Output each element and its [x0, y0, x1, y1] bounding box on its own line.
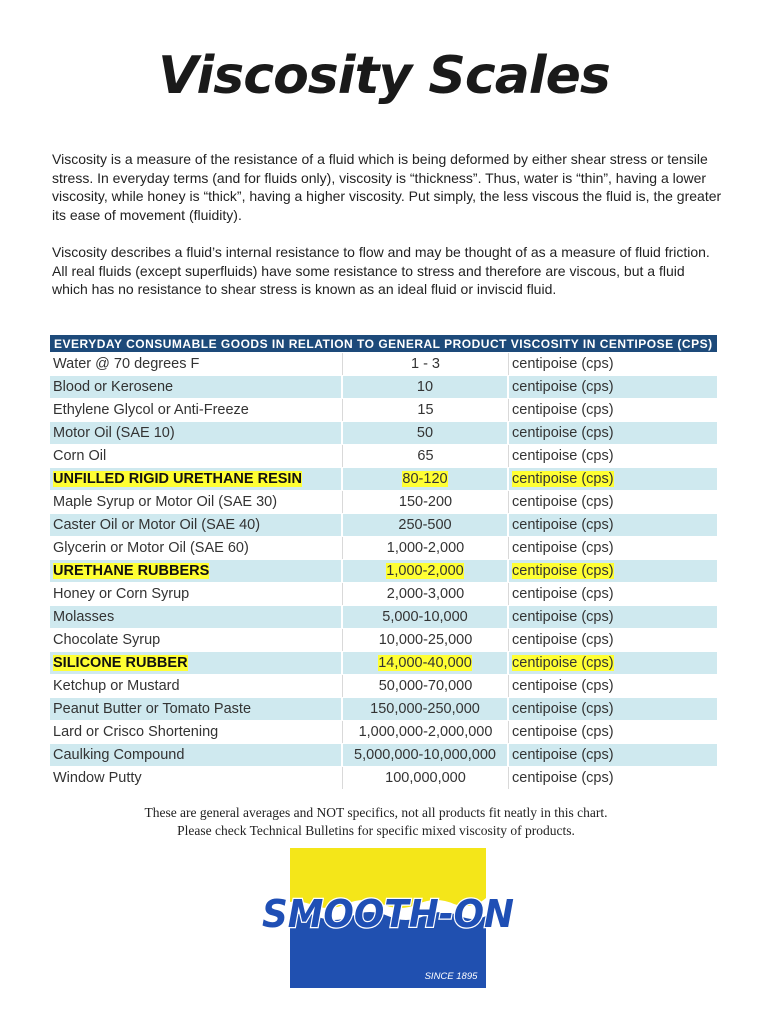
product-name-cell: [50, 376, 343, 398]
table-header: EVERYDAY CONSUMABLE GOODS IN RELATION TO GENERAL PRODUCT VISCOSITY IN CENTIPOSE (CPS): [50, 335, 717, 352]
table-row: [50, 422, 717, 444]
product-name-cell: [50, 744, 343, 766]
name-text: Corn Oil: [53, 448, 107, 464]
viscosity-value-cell: [343, 629, 509, 651]
logo-since-text: SINCE 1895: [424, 971, 478, 982]
name-text: Glycerin or Motor Oil (SAE 60): [53, 540, 249, 556]
value-text: 15: [417, 402, 434, 418]
unit-text: centipoise (cps): [512, 770, 614, 786]
highlighted-value: 80-120: [402, 471, 448, 487]
highlighted-unit: centipoise (cps): [512, 563, 614, 579]
name-text: Molasses: [53, 609, 115, 625]
highlighted-value: 1,000-2,000: [386, 563, 464, 579]
viscosity-value-cell: [343, 399, 509, 421]
viscosity-value-cell: [343, 537, 509, 559]
footnote-line-1: These are general averages and NOT specifics, not all products fit neatly in this chart.: [144, 805, 608, 820]
highlighted-name: URETHANE RUBBERS: [53, 563, 210, 579]
unit-text: centipoise (cps): [512, 747, 614, 763]
name-text: Water @ 70 degrees F: [53, 356, 200, 372]
unit-text: centipoise (cps): [512, 356, 614, 372]
product-name-cell: [50, 606, 343, 628]
name-text: Honey or Corn Syrup: [53, 586, 190, 602]
table-row: [50, 560, 717, 582]
table-row: [50, 767, 717, 789]
viscosity-value-cell: [343, 422, 509, 444]
name-text: Chocolate Syrup: [53, 632, 161, 648]
viscosity-unit-cell: [509, 514, 717, 536]
viscosity-value-cell: [343, 583, 509, 605]
value-text: 10: [416, 379, 434, 395]
table-row: [50, 606, 717, 628]
highlighted-unit: centipoise (cps): [512, 471, 614, 487]
product-name-cell: [50, 491, 343, 513]
unit-text: centipoise (cps): [512, 425, 614, 441]
footnote-line-2: Please check Technical Bulletins for specific mixed viscosity of products.: [177, 823, 575, 838]
viscosity-unit-cell: [509, 629, 717, 651]
viscosity-value-cell: [343, 491, 509, 513]
page-title: Viscosity Scales: [158, 46, 610, 106]
product-name-cell: [50, 399, 343, 421]
viscosity-value-cell: [343, 744, 509, 766]
product-name-cell: [50, 629, 343, 651]
viscosity-unit-cell: [509, 744, 717, 766]
viscosity-value-cell: [343, 514, 509, 536]
viscosity-unit-cell: [509, 560, 717, 582]
viscosity-unit-cell: [509, 606, 717, 628]
unit-text: centipoise (cps): [512, 402, 614, 418]
value-text: 10,000-25,000: [378, 632, 473, 648]
value-text: 50,000-70,000: [378, 678, 473, 694]
value-text: 1,000,000-2,000,000: [358, 724, 493, 740]
product-name-cell: [50, 767, 343, 789]
product-name-cell: [50, 445, 343, 467]
value-text: 1,000-2,000: [386, 540, 465, 556]
table-row: [50, 399, 717, 421]
table-row: [50, 698, 717, 720]
unit-text: centipoise (cps): [512, 379, 614, 395]
viscosity-table: [50, 334, 717, 790]
product-name-cell: [50, 537, 343, 559]
unit-text: centipoise (cps): [512, 448, 614, 464]
product-name-cell: [50, 468, 343, 490]
product-name-cell: [50, 675, 343, 697]
value-text: 5,000,000-10,000,000: [354, 747, 496, 763]
viscosity-unit-cell: [509, 767, 717, 789]
table-row: [50, 721, 717, 743]
viscosity-unit-cell: [509, 698, 717, 720]
product-name-cell: [50, 514, 343, 536]
viscosity-value-cell: [343, 767, 509, 789]
viscosity-unit-cell: [509, 675, 717, 697]
name-text: Window Putty: [53, 770, 142, 786]
unit-text: centipoise (cps): [512, 724, 614, 740]
unit-text: centipoise (cps): [512, 494, 614, 510]
unit-text: centipoise (cps): [512, 609, 614, 625]
value-text: 65: [417, 448, 434, 464]
viscosity-value-cell: [343, 560, 509, 582]
value-text: 50: [416, 425, 434, 441]
product-name-cell: [50, 698, 343, 720]
viscosity-value-cell: [343, 606, 509, 628]
table-row: [50, 675, 717, 697]
unit-text: centipoise (cps): [512, 517, 614, 533]
viscosity-unit-cell: [509, 652, 717, 674]
viscosity-value-cell: [343, 376, 509, 398]
table-header-row: [50, 335, 717, 352]
name-text: Lard or Crisco Shortening: [53, 724, 219, 740]
value-text: 2,000-3,000: [386, 586, 465, 602]
value-text: 100,000,000: [385, 770, 466, 786]
name-text: Peanut Butter or Tomato Paste: [53, 701, 252, 717]
table-row: [50, 376, 717, 398]
highlighted-unit: centipoise (cps): [512, 655, 614, 671]
name-text: Caulking Compound: [53, 747, 185, 763]
viscosity-value-cell: [343, 675, 509, 697]
intro-paragraph-2: Viscosity describes a fluid’s internal resistance to flow and may be thought of as a measure of fluid friction. All real fluids (except superfluids) have some resistance to stress and therefore are viscous, but a fluid which has no resistance to shear stress is known as an ideal fluid or inviscid fluid.: [52, 244, 710, 297]
viscosity-unit-cell: [509, 537, 717, 559]
product-name-cell: [50, 422, 343, 444]
highlighted-name: SILICONE RUBBER: [53, 655, 188, 671]
viscosity-unit-cell: [509, 422, 717, 444]
value-text: 150-200: [398, 494, 453, 510]
viscosity-unit-cell: [509, 491, 717, 513]
unit-text: centipoise (cps): [512, 540, 614, 556]
viscosity-value-cell: [343, 652, 509, 674]
table-row: [50, 537, 717, 559]
table-row: [50, 744, 717, 766]
value-text: 1 - 3: [410, 356, 440, 372]
name-text: Ethylene Glycol or Anti-Freeze: [53, 402, 249, 418]
table-row: [50, 491, 717, 513]
highlighted-value: 14,000-40,000: [378, 655, 472, 671]
table-row: [50, 445, 717, 467]
table-row: [50, 514, 717, 536]
unit-text: centipoise (cps): [512, 678, 614, 694]
unit-text: centipoise (cps): [512, 586, 614, 602]
value-text: 150,000-250,000: [370, 701, 480, 717]
viscosity-unit-cell: [509, 353, 717, 375]
viscosity-value-cell: [343, 353, 509, 375]
table-body: [50, 353, 717, 789]
name-text: Blood or Kerosene: [53, 379, 174, 395]
unit-text: centipoise (cps): [512, 701, 614, 717]
highlighted-name: UNFILLED RIGID URETHANE RESIN: [53, 471, 302, 487]
footnote: [0, 804, 752, 840]
product-name-cell: [50, 583, 343, 605]
product-name-cell: [50, 721, 343, 743]
viscosity-value-cell: [343, 698, 509, 720]
value-text: 250-500: [398, 517, 452, 533]
intro-paragraph-1: Viscosity is a measure of the resistance of a fluid which is being deformed by either shear stress or tensile stress. In everyday terms (and for fluids only), viscosity is “thickness”. Thus, water is “thin”, having a lower viscosity, while honey is “thick”, having a higher viscosity. Put simply, the less viscous the fluid is, the greater its ease of movement (fluidity).: [52, 151, 722, 223]
viscosity-unit-cell: [509, 721, 717, 743]
viscosity-unit-cell: [509, 583, 717, 605]
product-name-cell: [50, 353, 343, 375]
value-text: 5,000-10,000: [382, 609, 468, 625]
viscosity-unit-cell: [509, 445, 717, 467]
table-row: [50, 629, 717, 651]
viscosity-value-cell: [343, 468, 509, 490]
viscosity-unit-cell: [509, 376, 717, 398]
viscosity-unit-cell: [509, 468, 717, 490]
name-text: Motor Oil (SAE 10): [53, 425, 175, 441]
logo-brand-text: SMOOTH-ON: [262, 892, 514, 936]
table-row: [50, 652, 717, 674]
product-name-cell: [50, 652, 343, 674]
viscosity-unit-cell: [509, 399, 717, 421]
smooth-on-logo: [258, 848, 518, 988]
product-name-cell: [50, 560, 343, 582]
unit-text: centipoise (cps): [512, 632, 614, 648]
name-text: Ketchup or Mustard: [53, 678, 180, 694]
name-text: Caster Oil or Motor Oil (SAE 40): [53, 517, 261, 533]
viscosity-value-cell: [343, 445, 509, 467]
table-row: [50, 353, 717, 375]
table-row: [50, 583, 717, 605]
viscosity-value-cell: [343, 721, 509, 743]
table-row: [50, 468, 717, 490]
name-text: Maple Syrup or Motor Oil (SAE 30): [53, 494, 278, 510]
